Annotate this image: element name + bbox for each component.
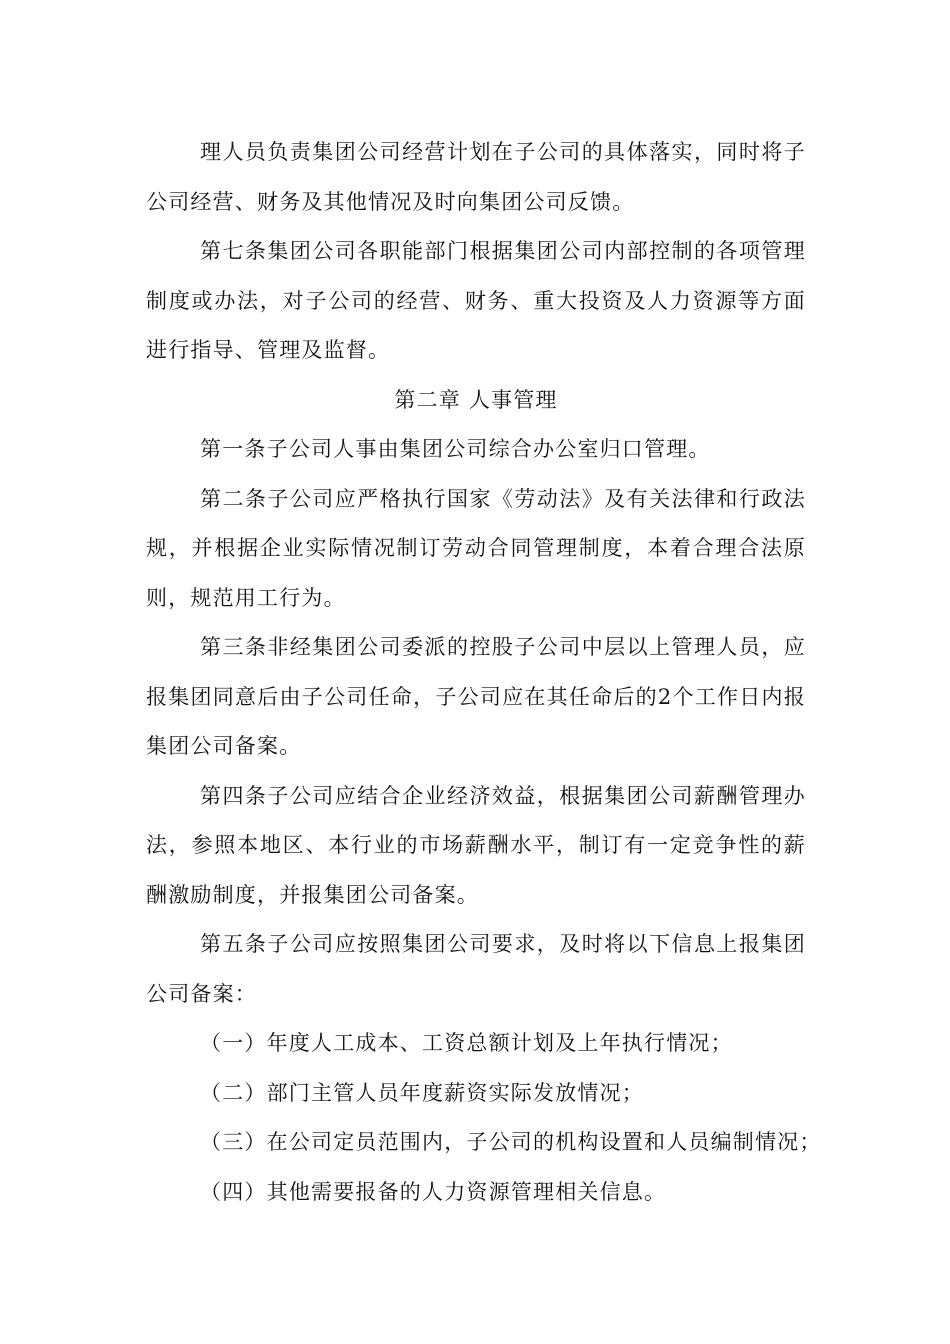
article-4: 第四条子公司应结合企业经济效益，根据集团公司薪酬管理办法，参照本地区、本行业的市场薪酬水平，制订有一定竞争性的薪酬激励制度，并报集团公司备案。: [146, 783, 806, 907]
article-3: 第三条非经集团公司委派的控股子公司中层以上管理人员，应报集团同意后由子公司任命，子公司应在其任命后的2个工作日内报集团公司备案。: [146, 635, 806, 758]
list-item: （四）其他需要报备的人力资源管理相关信息。: [200, 1179, 667, 1204]
document-body: [146, 128, 822, 1217]
list-item: （一）年度人工成本、工资总额计划及上年执行情况；: [200, 1031, 733, 1055]
article-2: 第二条子公司应严格执行国家《劳动法》及有关法律和行政法规，并根据企业实际情况制订劳动合同管理制度，本着合理合法原则，规范用工行为。: [146, 486, 806, 610]
continued-paragraph: 理人员负责集团公司经营计划在子公司的具体落实，同时将子公司经营、财务及其他情况及时向集团公司反馈。: [146, 140, 806, 214]
list-item: （三）在公司定员范围内，子公司的机构设置和人员编制情况；: [200, 1130, 822, 1154]
chapter-title: 第二章 人事管理: [394, 387, 558, 412]
article-7: 第七条集团公司各职能部门根据集团公司内部控制的各项管理制度或办法，对子公司的经营、财务、重大投资及人力资源等方面进行指导、管理及监督。: [146, 239, 806, 362]
list-item: （二）部门主管人员年度薪资实际发放情况；: [200, 1080, 644, 1105]
article-5: 第五条子公司应按照集团公司要求，及时将以下信息上报集团公司备案：: [146, 932, 806, 1006]
article-1: 第一条子公司人事由集团公司综合办公室归口管理。: [200, 437, 711, 461]
